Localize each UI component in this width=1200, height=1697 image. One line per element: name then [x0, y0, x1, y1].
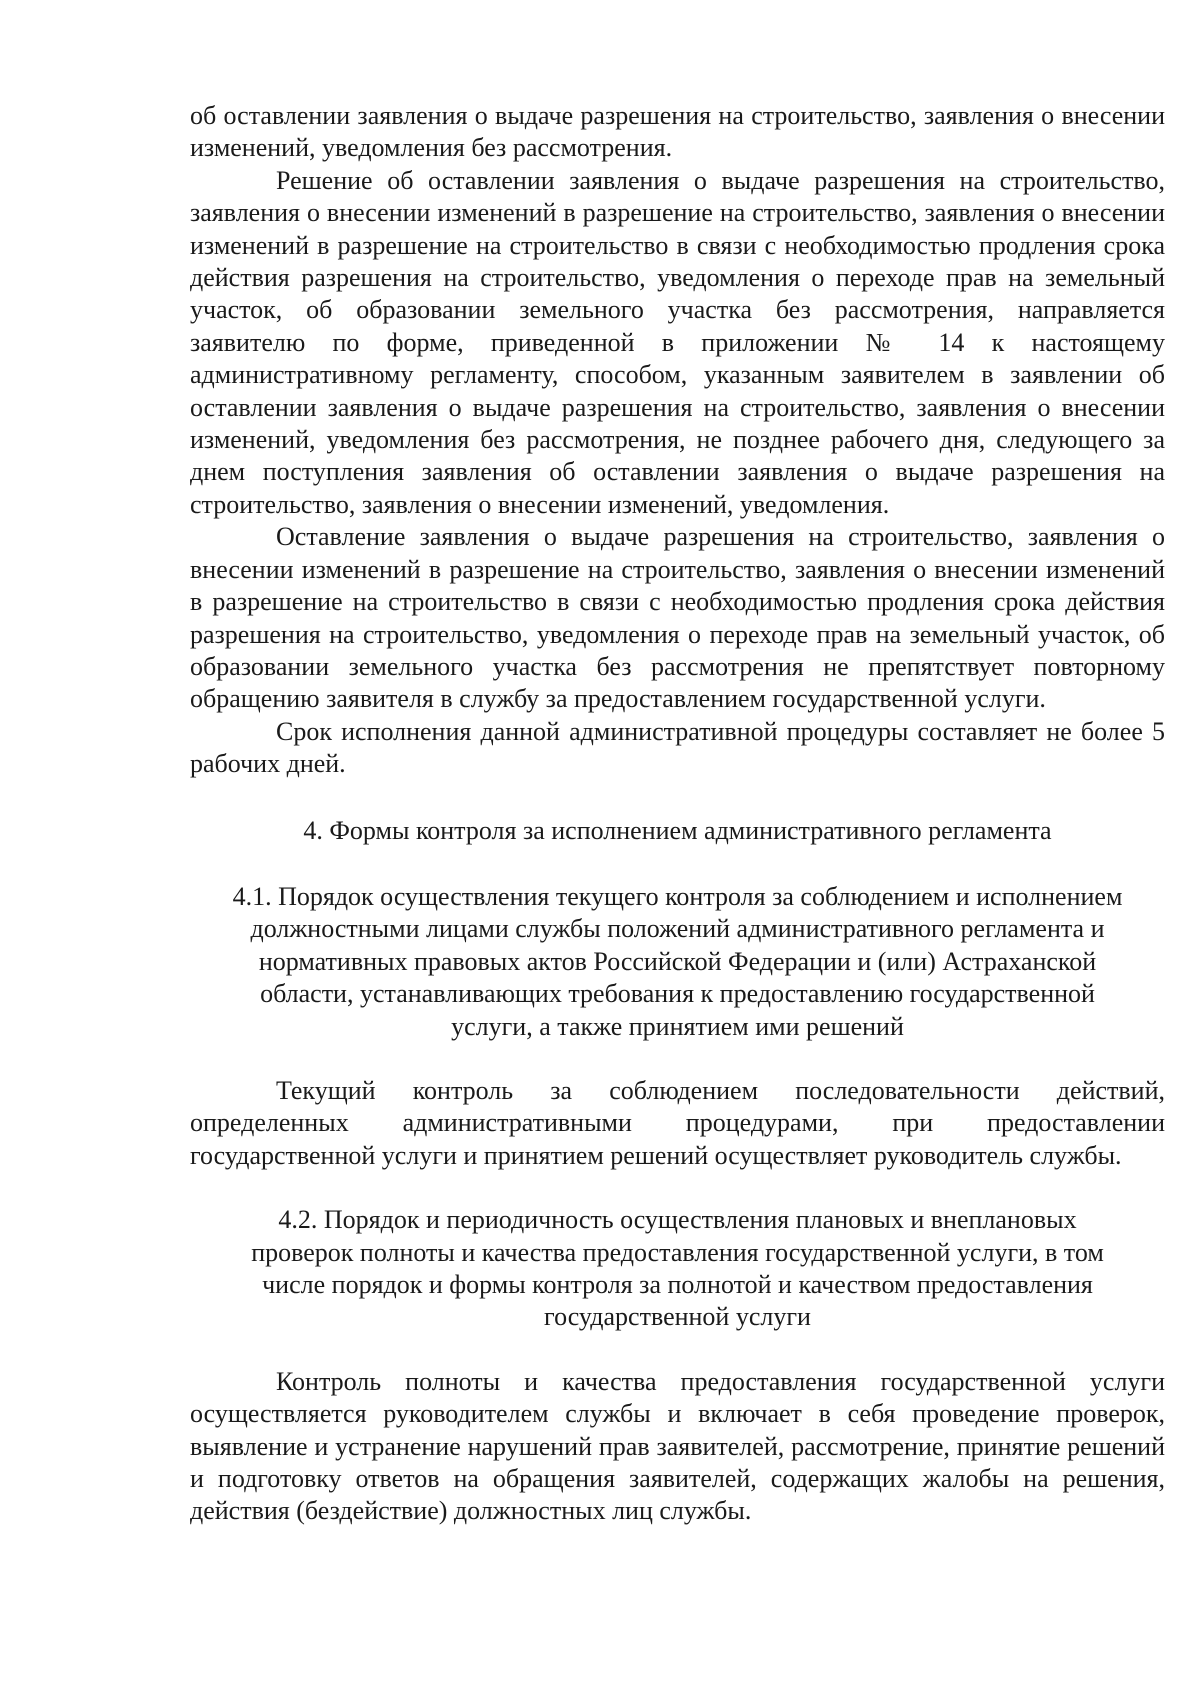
heading-line: нормативных правовых актов Российской Федерации и (или) Астраханской	[258, 946, 1097, 976]
heading-line: 4.2. Порядок и периодичность осуществления плановых и внеплановых	[278, 1205, 1077, 1235]
paragraph-continuation: об оставлении заявления о выдаче разрешения на строительство, заявления о внесении изменений, уведомления без рассмотрения.	[190, 101, 1165, 163]
spacer	[190, 847, 1165, 881]
document-page	[190, 100, 1165, 1528]
spacer	[190, 1043, 1165, 1075]
paragraph-leaving-application: Оставление заявления о выдаче разрешения на строительство, заявления о внесении изменений в разрешение на строительство, заявления о внесении изменений в разрешение на строительство в связи с необходимостью продления срока действия разрешения на строительство, уведомления о переходе прав на земельный участок, об образовании земельного участка без рассмотрения не препятствует повторному обращению заявителя в службу за предоставлением государственной услуги.	[190, 522, 1165, 714]
heading-line: проверок полноты и качества предоставления государственной услуги, в том	[251, 1237, 1104, 1267]
paragraph-deadline: Срок исполнения данной административной процедуры составляет не более 5 рабочих дней.	[190, 716, 1165, 779]
heading-line: области, устанавливающих требования к предоставлению государственной	[260, 979, 1095, 1009]
spacer	[190, 1172, 1165, 1204]
spacer	[190, 1334, 1165, 1366]
section-heading-4: 4. Формы контроля за исполнением административного регламента	[303, 815, 1052, 845]
paragraph-decision: Решение об оставлении заявления о выдаче разрешения на строительство, заявления о внесении изменений в разрешение на строительство, заявления о внесении изменений в разрешение на строительство в связи с необходимостью продления срока действия разрешения на строительство, уведомления о переходе прав на земельный участок, об образовании земельного участка без рассмотрения, направляется заявителю по форме, приведенной в приложении № 14 к настоящему административному регламенту, способом, указанным заявителем в заявлении об оставлении заявления о выдаче разрешения на строительство, заявления о внесении изменений, уведомления без рассмотрения, не позднее рабочего дня, следующего за днем поступления заявления об оставлении заявления о выдаче разрешения на строительство, заявления о внесении изменений, уведомления.	[190, 165, 1165, 519]
heading-line: 4.1. Порядок осуществления текущего контроля за соблюдением и исполнением	[232, 881, 1123, 911]
heading-line: числе порядок и формы контроля за полнотой и качеством предоставления	[262, 1270, 1093, 1299]
paragraph-quality-control: Контроль полноты и качества предоставления государственной услуги осуществляется руководителем службы и включает в себя проведение проверок, выявление и устранение нарушений прав заявителей, рассмотрение, принятие решений и подготовку ответов на обращения заявителей, содержащих жалобы на решения, действия (бездействие) должностных лиц службы.	[190, 1366, 1165, 1526]
subsection-heading-4-2	[190, 1204, 1165, 1334]
paragraph-current-control: Текущий контроль за соблюдением последовательности действий, определенных административными процедурами, при предоставлении государственной услуги и принятием решений осуществляет руководитель службы.	[190, 1075, 1165, 1170]
heading-line: услуги, а также принятием ими решений	[451, 1011, 904, 1041]
heading-line: должностными лицами службы положений административного регламента и	[250, 914, 1105, 944]
spacer	[190, 781, 1165, 815]
heading-line: государственной услуги	[544, 1302, 811, 1332]
subsection-heading-4-1	[190, 881, 1165, 1043]
